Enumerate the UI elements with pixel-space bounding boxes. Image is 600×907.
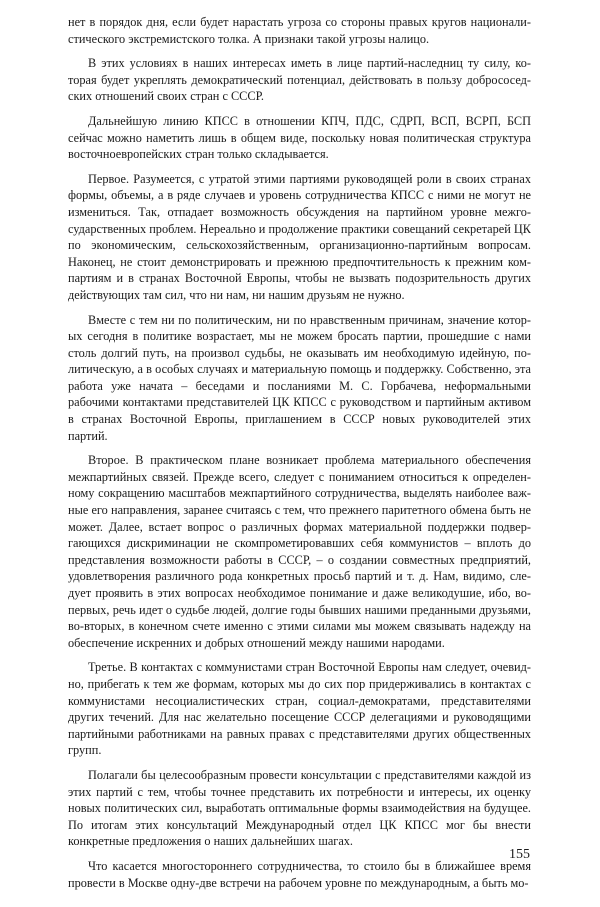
paragraph-3: Дальнейшую линию КПСС в отношении КПЧ, ПДС, СДРП, ВСП, ВСРП, БСП сейчас можно наметить лишь в общем виде, поскольку новая политическая структура восточноевропейских стран только складывается. bbox=[68, 113, 531, 162]
paragraph-5: Вместе с тем ни по политическим, ни по нравственным причинам, значение которых сегодня в политике возрастает, мы не можем бросать партии, прошедшие с нами столь долгий путь, на произвол судьбы, не оказывать им необходимую идейную, политическую, а в особых случаях и материальную помощь и поддержку. Собственно, эта работа уже начата – беседами и посланиями М. С. Горбачева, неформальными рабочими контактами представителей ЦК КПСС с руководством и партийным активом в странах Восточной Европы, приглашением в СССР новых руководителей этих партий. bbox=[68, 312, 531, 443]
paragraph-1: нет в порядок дня, если будет нарастать угроза со стороны правых кругов националистического экстремистского толка. А признаки такой угрозы налицо. bbox=[68, 15, 531, 46]
paragraph-2: В этих условиях в наших интересах иметь в лице партий-наследниц ту силу, которая будет укреплять демократический потенциал, действовать в пользу добрососедских отношений своих стран с СССР. bbox=[68, 56, 531, 104]
page-number: 155 bbox=[509, 847, 530, 862]
document-page bbox=[68, 14, 531, 899]
paragraph-8: Полагали бы целесообразным провести консультации с представителями каждой из этих партий с тем, чтобы точнее представить их потребности и интересы, их оценку новых политических сил, выработать оптимальные формы взаимодействия на будущее. По итогам этих консультаций Международный отдел ЦК КПСС мог бы внести конкретные предложения о наших дальнейших шагах. bbox=[68, 767, 531, 849]
paragraph-7: Третье. В контактах с коммунистами стран Восточной Европы нам следует, очевидно, прибегать к тем же формам, которых мы до сих пор придерживались в контактах с коммунистами несоциалистических стран, социал-демократами, представителями других течений. Для нас желательно посещение СССР делегациями и руководящими партийными работниками на равных правах с представителями других общественных групп. bbox=[68, 660, 531, 758]
paragraph-6: Второе. В практическом плане возникает проблема материального обеспечения межпартийных связей. Прежде всего, следует с пониманием относиться к определенному сокращению масштабов межпартийного сотрудничества, выделять наиболее важные его направления, заранее считаясь с тем, что прежнего паритетного обмена быть не может. Далее, встает вопрос о различных формах материальной поддержки подвергающихся дискриминации не скомпрометировавших себя коммунистов – вплоть до представления возможности работы в СССР, – о создании совместных предприятий, удовлетворения различного рода конкретных просьб партий и т. д. Нам, видимо, следует проявить в этих вопросах необходимое понимание и даже великодушие, ибо, во-первых, речь идет о судьбе людей, долгие годы бывших нашими преданными друзьями, во-вторых, в конечном счете именно с этими силами мы можем связывать надежду на обеспечение искренних и добрых отношений между нашими народами. bbox=[68, 453, 531, 650]
paragraph-4: Первое. Разумеется, с утратой этими партиями руководящей роли в своих странах формы, объемы, а в ряде случаев и уровень сотрудничества КПСС с ними не могут не измениться. Так, отпадает возможность обсуждения на партийном уровне межгосударственных проблем. Нереально и продолжение практики совещаний секретарей ЦК по экономическим, сельскохозяйственным, организационно-партийным вопросам. Наконец, не стоит демонстрировать и прежнюю предпочтительность к прежним компартиям и в странах Восточной Европы, чтобы не вызвать подозрительность других действующих там сил, что ни нам, ни нашим друзьям не нужно. bbox=[68, 171, 531, 302]
paragraph-9: Что касается многостороннего сотрудничества, то стоило бы в ближайшее время провести в Москве одну-две встречи на рабочем уровне по международным, а быть мо- bbox=[68, 858, 531, 890]
